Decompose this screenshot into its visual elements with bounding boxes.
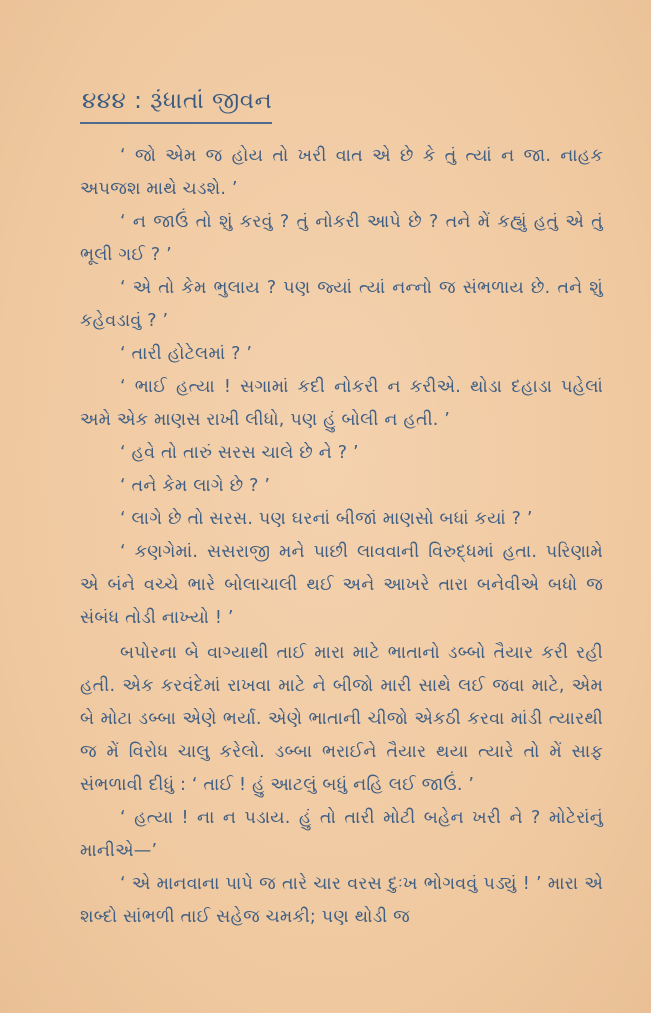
paragraph-4: ‘ તારી હોટેલમાં ? ’ (120, 344, 253, 364)
paragraph-6: ‘ હવે તો તારું સરસ ચાલે છે ને ? ’ (120, 443, 359, 463)
paragraph-12: ‘ એ માનવાના પાપે જ તારે ચાર વરસ દુઃખ ભોગવવું પડ્યું ! ’ મારા એ શબ્દો સાંભળી તાઈ સહેજ ચમકી; પણ થોડી જ (80, 874, 603, 927)
paragraph-1: ‘ જો એમ જ હોય તો ખરી વાત એ છે કે તું ત્યાં ન જા. નાહક અપજશ માથે ચડશે. ’ (80, 146, 603, 199)
paragraph-3: ‘ એ તો કેમ ભુલાય ? પણ જ્યાં ત્યાં નન્નો જ સંભળાય છે. તને શું કહેવડાવું ? ’ (80, 278, 603, 331)
paragraph-5: ‘ ભાઈ હત્યા ! સગામાં કદી નોકરી ન કરીએ. થોડા દહાડા પહેલાં અમે એક માણસ રાખી લીધો, પણ હું બોલી ન હતી. ’ (80, 377, 603, 430)
header-underline (80, 122, 272, 124)
paragraph-10: બપોરના બે વાગ્યાથી તાઈ મારા માટે ભાતાનો ડબ્બો તૈયાર કરી રહી હતી. એક કરવંદેમાં રાખવા માટે ને બીજો મારી સાથે લઈ જવા માટે, એમ બે મોટા ડબ્બા એણે ભર્યા. એણે ભાતાની ચીજો એકઠી કરવા માંડી ત્યારથી જ મેં વિરોધ ચાલુ કરેલો. ડબ્બા ભરાઈને તૈયાર થયા ત્યારે તો મેં સાફ સંભળાવી દીધું : ‘ તાઈ ! હું આટલું બધું નહિ લઈ જાઉં. ’ (80, 643, 603, 795)
paragraph-9: ‘ કણગેમાં. સસરાજી મને પાછી લાવવાની વિરુદ્ધમાં હતા. પરિણામે એ બંને વચ્ચે ભારે બોલાચાલી થઈ અને આખરે તારા બનેવીએ બધો જ સંબંધ તોડી નાખ્યો ! ’ (80, 542, 603, 628)
paragraph-2: ‘ ન જાઉં તો શું કરવું ? તું નોકરી આપે છે ? તને મેં કહ્યું હતું એ તું ભૂલી ગઈ ? ’ (80, 212, 603, 265)
paragraph-7: ‘ તને કેમ લાગે છે ? ’ (120, 476, 271, 496)
text-body (80, 140, 603, 934)
paragraph-8: ‘ લાગે છે તો સરસ. પણ ઘરનાં બીજાં માણસો બધાં કયાં ? ’ (120, 509, 533, 529)
page-header: ૪૪૪ : રૂંધાતાં જીવન (82, 88, 273, 114)
paragraph-11: ‘ હત્યા ! ના ન પડાય. હું તો તારી મોટી બહેન ખરી ને ? મોટેરાંનું માનીએ—’ (80, 808, 603, 861)
